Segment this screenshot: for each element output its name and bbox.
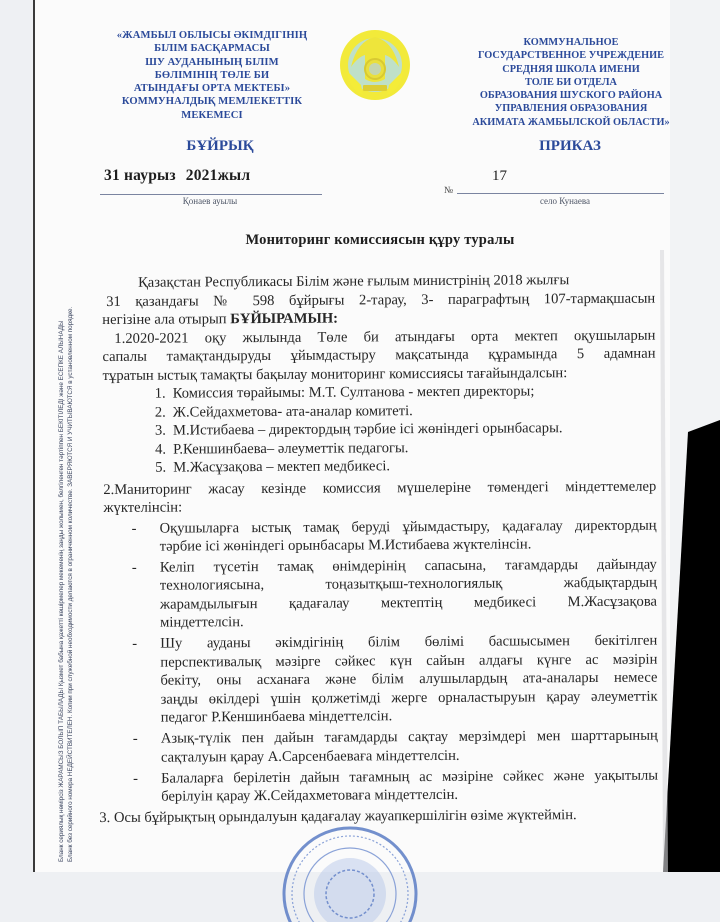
duty-line: Келіп түсетін тамақ өнімдерінің сапасына, тағамдарды дайындау bbox=[159, 556, 657, 576]
duty-line: Оқушыларға ыстық тамақ беруді ұйымдастыру, қадағалау директордың bbox=[159, 517, 657, 537]
point1-line: сапалы тамақтандыруды ұйымдастыру мақсатында құрамында 5 адамнан bbox=[102, 345, 656, 365]
preamble-line: Қазақстан Республикасы Білім және ғылым министрінің 2018 жылғы bbox=[138, 272, 570, 291]
duty-line: заңды өкілдері үшін қолжетімді жерге орналастыруын қарау әлеуметтік bbox=[160, 688, 658, 708]
member-number: 2. bbox=[154, 404, 166, 421]
number-underline bbox=[457, 193, 664, 194]
duty-line: Шу ауданы әкімдігінің білім бөлімі басшысымен бекітілген bbox=[160, 632, 658, 652]
header-org-ru-line: ОБРАЗОВАНИЯ ШУСКОГО РАЙОНА bbox=[479, 90, 663, 102]
header-org-kz-line: ШУ АУДАНЫНЫҢ БІЛІМ bbox=[145, 56, 279, 68]
order-title-kz: БҰЙРЫҚ bbox=[186, 138, 254, 154]
member-text: Ж.Сейдахметова- ата-аналар комитеті. bbox=[172, 402, 413, 421]
header-org-ru bbox=[440, 36, 702, 129]
member-text: Р.Кеншинбаева– әлеуметтік педагогы. bbox=[173, 439, 409, 458]
state-emblem-icon bbox=[337, 27, 413, 103]
date-underline bbox=[100, 194, 322, 195]
header-org-ru-line: ГОСУДАРСТВЕННОЕ УЧРЕЖДЕНИЕ bbox=[478, 50, 664, 62]
side-note-line: Бланк без серийного номера НЕДЕЙСТВИТЕЛЕН. Копии при служебной необходимости делаются в ограниченном количестве. ЗАВЕРЯЮТСЯ И УЧИТЫВАЮТСЯ в установленном порядке. bbox=[67, 306, 74, 862]
members-list bbox=[103, 382, 657, 478]
order-word: БҰЙЫРАМЫН: bbox=[230, 310, 339, 328]
round-seal-icon bbox=[270, 822, 430, 922]
place-ru: село Кунаева bbox=[539, 196, 591, 206]
order-date-year: 2021жыл bbox=[185, 167, 251, 184]
duty-line: берілуін қарау Ж.Сейдахметоваға міндеттелсін. bbox=[161, 786, 459, 805]
preamble-text: негізіне ала отырып bbox=[102, 311, 227, 328]
header-org-ru-line: СРЕДНЯЯ ШКОЛА ИМЕНИ bbox=[502, 63, 640, 75]
order-title-ru: ПРИКАЗ bbox=[539, 138, 601, 154]
duty-line: жарамдылығын қадағалау мектептің медбикесі М.Жасұзақова bbox=[159, 593, 658, 613]
blank-side-note bbox=[57, 262, 75, 862]
document-title: Мониторинг комиссиясын құру туралы bbox=[245, 232, 515, 248]
duty-line: педагог Р.Кеншинбаева міндеттелсін. bbox=[160, 708, 393, 726]
member-text: М.Истибаева – директордың тәрбие ісі жөніндегі орынбасары. bbox=[172, 420, 563, 439]
place-kz: Қонаев ауылы bbox=[182, 196, 238, 206]
order-number-label: № bbox=[444, 186, 454, 196]
dash-bullet: - bbox=[132, 730, 138, 747]
dash-bullet: - bbox=[131, 520, 137, 537]
duty-line: тәрбие ісі жөніндегі орынбасары М.Истибаева жүктелінсін. bbox=[159, 536, 532, 555]
duty-item bbox=[104, 632, 658, 728]
member-item bbox=[103, 456, 656, 478]
member-text: М.Жасұзақова – мектеп медбикесі. bbox=[173, 458, 391, 476]
header-org-kz-line: АТЫНДАҒЫ ОРТА МЕКТЕБІ» bbox=[133, 83, 291, 95]
header-org-kz-line: «ЖАМБЫЛ ОБЛЫСЫ ӘКІМДІГІНІҢ bbox=[116, 30, 308, 41]
duty-item bbox=[105, 766, 658, 806]
duty-line: сақталуын қарау А.Сарсенбаеваға міндеттелсін. bbox=[160, 747, 460, 766]
header-org-kz-line: КОММУНАЛДЫҚ МЕМЛЕКЕТТІК bbox=[121, 96, 303, 108]
header-org-ru-line: КОММУНАЛЬНОЕ bbox=[523, 37, 619, 48]
order-date bbox=[104, 167, 250, 185]
preamble-line: 31 қазандағы № 598 бұйрығы 2-тарау, 3- параграфтың 107-тармақшасын bbox=[106, 290, 656, 310]
header-org-kz-line: БӨЛІМІНІҢ ТӨЛЕ БИ bbox=[154, 69, 270, 81]
duty-item bbox=[104, 556, 657, 633]
header-org-ru-line: АКИМАТА ЖАМБЫЛСКОЙ ОБЛАСТИ» bbox=[472, 116, 670, 128]
dash-bullet: - bbox=[131, 559, 137, 576]
duty-item bbox=[105, 727, 658, 767]
duty-line: технологиясына, тоңазытқыш-технологиялық жабдықтардың bbox=[159, 575, 657, 595]
point1-line: тұратын ыстық тамақты бақылау мониторинг комиссиясы тағайындалсын: bbox=[102, 364, 568, 384]
duty-item bbox=[103, 516, 656, 556]
point2-line: 2.Маниторинг жасау кезінде комиссия мүшелеріне төмендегі міндеттемелер bbox=[103, 478, 657, 498]
order-date-day-month: 31 наурыз bbox=[104, 167, 176, 184]
dash-bullet: - bbox=[133, 770, 139, 787]
header-org-kz-line: МЕКЕМЕСІ bbox=[181, 109, 243, 121]
side-note-line: Бланк сериялық нөмірсіз ЖАРАМСЫЗ БОЛЫП ТАБЫЛАДЫ Қызмет бабына қажетті көшірмелер мекеменің заңды жолымен, белгіленген тәртіппен БЕКІТІЛЕДІ және ЕСЕПКЕ АЛЫНАДЫ bbox=[58, 320, 65, 862]
dash-bullet: - bbox=[132, 636, 138, 653]
duty-line: бекіту, оны асханаға және білім алушылардың ата-аналары немесе bbox=[160, 669, 658, 689]
header-org-ru-line: ТОЛЕ БИ ОТДЕЛА bbox=[525, 76, 617, 88]
duties-list bbox=[103, 516, 658, 806]
point2-line: жүктелінсін: bbox=[103, 499, 183, 516]
member-number: 1. bbox=[154, 385, 166, 402]
duty-line: Азық-түлік пен дайын тағамдарды сақтау мерзімдері мен шарттарының bbox=[160, 727, 658, 747]
member-number: 5. bbox=[155, 459, 167, 476]
header-org-ru-line: УПРАВЛЕНИЯ ОБРАЗОВАНИЯ bbox=[494, 103, 648, 115]
duty-line: міндеттелсін. bbox=[160, 614, 244, 632]
member-number: 4. bbox=[155, 441, 167, 458]
duty-line: перспективалық мәзірге сәйкес күн сайын алдағы күнге ас мәзірін bbox=[160, 651, 658, 671]
duty-line: Балаларға берілетін дайын тағамның ас мәзіріне сәйкес және уақытылы bbox=[161, 767, 659, 787]
member-number: 3. bbox=[154, 422, 166, 439]
order-number: 17 bbox=[492, 168, 507, 184]
point3: 3. Осы бұйрықтың орындалуын қадағалау жауапкершілігін өзіме жүктеймін. bbox=[99, 807, 577, 826]
document-body bbox=[99, 271, 659, 828]
member-text: Комиссия төрайымы: М.Т. Султанова - мектеп директоры; bbox=[172, 383, 535, 402]
header-org-kz bbox=[88, 29, 336, 122]
point1-line: 1.2020-2021 оқу жылында Төле би атындағы орта мектеп оқушыларын bbox=[114, 327, 656, 347]
header-org-kz-line: БІЛІМ БАСҚАРМАСЫ bbox=[154, 43, 270, 55]
